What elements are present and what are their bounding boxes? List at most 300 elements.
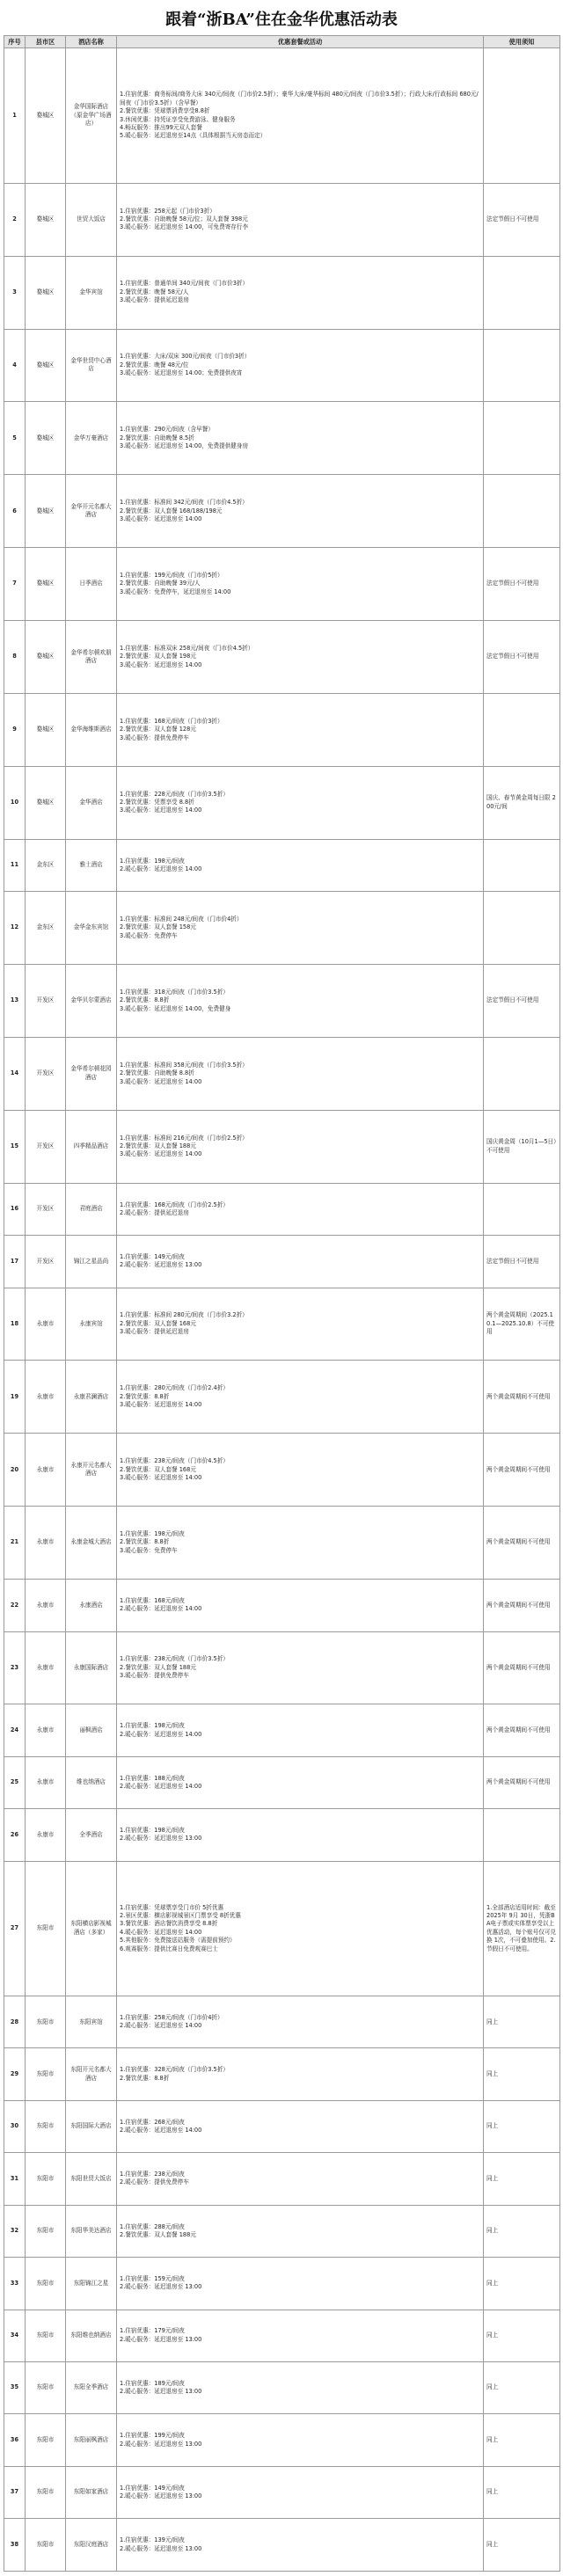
deal-line: 2.餐饮优惠：双人套餐 158元	[120, 923, 196, 931]
cell-note: 法定节假日不可使用	[484, 548, 560, 621]
cell-no: 14	[4, 1037, 26, 1110]
cell-note: 同上	[484, 1996, 560, 2048]
cell-hotel: 永康国际酒店	[66, 1631, 117, 1704]
table-row	[4, 2048, 560, 2100]
deal-line: 3.暖心服务：延迟退房至 14:00；免费提供夜宵	[120, 369, 243, 377]
deal-line: 1.住宿优惠：普通单间 340元/间夜（门市价3折）	[120, 280, 249, 288]
deal-line: 2.暖心服务：提供延迟退房	[120, 1208, 189, 1216]
cell-city: 永康市	[26, 1361, 66, 1434]
cell-city: 婺城区	[26, 621, 66, 694]
cell-city: 开发区	[26, 1236, 66, 1288]
cell-no: 6	[4, 475, 26, 548]
cell-city: 东阳市	[26, 1861, 66, 1996]
table-row	[4, 1183, 560, 1235]
cell-no: 12	[4, 892, 26, 965]
deal-line: 3.暖心服务：延迟退房至 14:00	[120, 514, 202, 522]
cell-deal	[117, 693, 484, 766]
cell-hotel: 金华海维斯酒店	[66, 693, 117, 766]
header-note: 使用须知	[484, 36, 560, 48]
deal-line: 1.住宿优惠：238元/间夜	[120, 2171, 185, 2178]
table-row	[4, 329, 560, 402]
cell-city: 东阳市	[26, 2466, 66, 2518]
deal-line: 2.暖心服务：延迟退房至 13:00	[120, 2335, 202, 2343]
cell-note: 同上	[484, 2519, 560, 2572]
cell-hotel: 金华希尔顿欢朋酒店	[66, 621, 117, 694]
cell-city: 婺城区	[26, 402, 66, 475]
cell-deal	[117, 1434, 484, 1507]
cell-hotel: 金华开元名都大酒店	[66, 475, 117, 548]
deal-line: 3.暖心服务：提供延迟退房	[120, 296, 189, 304]
deal-line: 3.暖心服务：提供免费停车	[120, 733, 189, 741]
table-row	[4, 1809, 560, 1861]
cell-no: 27	[4, 1861, 26, 1996]
cell-no: 30	[4, 2100, 26, 2152]
table-row	[4, 2414, 560, 2466]
cell-no: 25	[4, 1756, 26, 1808]
cell-hotel: 东阳全季酒店	[66, 2361, 117, 2413]
table-row	[4, 2361, 560, 2413]
cell-note: 同上	[484, 2100, 560, 2152]
cell-note	[484, 256, 560, 329]
cell-deal	[117, 2100, 484, 2152]
cell-deal	[117, 2519, 484, 2572]
cell-hotel: 永康开元名都大酒店	[66, 1434, 117, 1507]
cell-city: 东阳市	[26, 2258, 66, 2310]
cell-note: 法定节假日不可使用	[484, 1236, 560, 1288]
cell-no: 19	[4, 1361, 26, 1434]
deal-line: 2.餐饮优惠：双人套餐 168元	[120, 1319, 196, 1327]
table-row	[4, 1580, 560, 1631]
cell-city: 婺城区	[26, 256, 66, 329]
cell-hotel: 世贸大饭店	[66, 183, 117, 256]
cell-note	[484, 839, 560, 891]
cell-city: 永康市	[26, 1809, 66, 1861]
deal-line: 2.暖心服务：延迟退房至 14:00	[120, 865, 202, 872]
deal-line: 1.住宿优惠：标准间 248元/间夜（门市价4折）	[120, 915, 243, 923]
deal-line: 1.住宿优惠：168元/间夜（门市价3折）	[120, 717, 223, 725]
cell-no: 21	[4, 1507, 26, 1580]
table-row	[4, 1361, 560, 1434]
cell-city: 婺城区	[26, 183, 66, 256]
cell-city: 东阳市	[26, 1996, 66, 2048]
deal-line: 2.暖心服务：延迟退房至 14:00	[120, 1605, 202, 1613]
table-row	[4, 1507, 560, 1580]
cell-no: 18	[4, 1288, 26, 1361]
cell-note: 同上	[484, 2153, 560, 2205]
cell-note: 两个黄金周期间不可使用	[484, 1507, 560, 1580]
cell-no: 31	[4, 2153, 26, 2205]
table-row	[4, 2153, 560, 2205]
cell-note	[484, 1809, 560, 1861]
deal-line: 1.住宿优惠：商务标间/商务大床 340元/间夜（门市价2.5折）；豪华大床/豪华标间 480元/间夜（门市价3.5折）；行政大床/行政标间 680元/间夜（门市价3.5折）（含早餐）	[120, 91, 479, 106]
cell-deal	[117, 1110, 484, 1183]
cell-deal	[117, 1507, 484, 1580]
deal-line: 3.暖心服务：免费停车	[120, 1546, 178, 1554]
cell-note: 法定节假日不可使用	[484, 621, 560, 694]
deal-line: 1.住宿优惠：268元/间夜	[120, 2118, 185, 2126]
cell-deal	[117, 766, 484, 839]
cell-no: 38	[4, 2519, 26, 2572]
cell-city: 东阳市	[26, 2519, 66, 2572]
cell-city: 永康市	[26, 1580, 66, 1631]
header-hotel: 酒店名称	[66, 36, 117, 48]
cell-hotel: 东阳横店影视城酒店（多家）	[66, 1861, 117, 1996]
cell-city: 永康市	[26, 1434, 66, 1507]
deal-line: 2.餐饮优惠：双人套餐 198元	[120, 653, 196, 660]
deal-line: 4.畅玩服务：推出99元双人套餐	[120, 123, 202, 131]
deal-line: 2.暖心服务：延迟退房至 14:00	[120, 1783, 202, 1791]
cell-city: 金东区	[26, 839, 66, 891]
cell-deal	[117, 1183, 484, 1235]
cell-hotel: 金华金东宾馆	[66, 892, 117, 965]
deal-line: 2.餐饮优惠：双人套餐 188元	[120, 2230, 196, 2238]
cell-no: 3	[4, 256, 26, 329]
cell-no: 8	[4, 621, 26, 694]
cell-deal	[117, 329, 484, 402]
cell-note	[484, 693, 560, 766]
cell-city: 东阳市	[26, 2153, 66, 2205]
deal-line: 2.餐饮优惠：双人套餐 188元	[120, 1142, 196, 1150]
table-row	[4, 48, 560, 183]
cell-no: 1	[4, 48, 26, 183]
deal-line: 6.观赛服务：提供比赛日免费观赛巴士	[120, 1945, 218, 1952]
cell-deal	[117, 892, 484, 965]
deal-line: 1.住宿优惠：189元/间夜	[120, 2379, 185, 2387]
table-row	[4, 475, 560, 548]
table-row	[4, 548, 560, 621]
cell-deal	[117, 2466, 484, 2518]
cell-hotel: 永康金城大酒店	[66, 1507, 117, 1580]
cell-hotel: 金华酒店	[66, 766, 117, 839]
page-title: 跟着“浙BA”住在金华优惠活动表	[165, 11, 398, 29]
deal-line: 2.暖心服务：延迟退房至 13:00	[120, 2440, 202, 2448]
deal-line: 2.餐饮优惠：8.8折	[120, 996, 170, 1004]
cell-no: 4	[4, 329, 26, 402]
deal-line: 2.暖心服务：延迟退房至 13:00	[120, 1835, 202, 1843]
deal-line: 3.暖心服务：延迟退房至 14:00，可免费寄存行李	[120, 223, 249, 231]
cell-note: 同上	[484, 2205, 560, 2257]
cell-note	[484, 48, 560, 183]
cell-no: 22	[4, 1580, 26, 1631]
cell-deal	[117, 2153, 484, 2205]
cell-hotel: 永康宾馆	[66, 1288, 117, 1361]
deal-line: 2.餐饮优惠：双人套餐 168/188/198元	[120, 507, 223, 514]
table-row	[4, 1110, 560, 1183]
cell-hotel: 东阳锦江之星	[66, 2258, 117, 2310]
deal-line: 1.住宿优惠：168元/间夜	[120, 1596, 185, 1604]
cell-no: 29	[4, 2048, 26, 2100]
cell-no: 13	[4, 965, 26, 1038]
cell-city: 永康市	[26, 1507, 66, 1580]
deal-line: 2.餐饮优惠：晚餐 58元/人	[120, 288, 189, 296]
deal-line: 1.住宿优惠：168元/间夜（门市价2.5折）	[120, 1200, 229, 1208]
table-row	[4, 1037, 560, 1110]
deal-line: 3.暖心服务：延迟退房至 14:00	[120, 660, 202, 668]
cell-deal	[117, 1756, 484, 1808]
deal-line: 1.住宿优惠：159元/间夜	[120, 2274, 185, 2282]
deal-line: 3.暖心服务：免费停车，延迟退房至 14:00	[120, 587, 231, 595]
deal-line: 2.餐饮优惠：8.8折	[120, 2074, 170, 2082]
deal-line: 2.餐饮优惠：晚餐 48元/位	[120, 361, 189, 369]
table-row	[4, 1756, 560, 1808]
table-row	[4, 2466, 560, 2518]
cell-note: 两个黄金周期间不可使用	[484, 1361, 560, 1434]
deal-line: 1.住宿优惠：198元/间夜	[120, 1530, 185, 1538]
table-row	[4, 1288, 560, 1361]
cell-no: 34	[4, 2310, 26, 2361]
cell-note	[484, 402, 560, 475]
deal-line: 2.暖心服务：延迟退房至 13:00	[120, 2544, 202, 2552]
deal-line: 2.餐饮优惠：自助晚餐 8.8折	[120, 1069, 194, 1077]
cell-city: 婺城区	[26, 548, 66, 621]
deal-line: 5.暖心服务：延迟退房至14点（具体根据当天房态而定）	[120, 132, 267, 140]
cell-note: 同上	[484, 2414, 560, 2466]
cell-note	[484, 1037, 560, 1110]
cell-deal	[117, 48, 484, 183]
deal-line: 3.暖心服务：延迟退房至 14:00	[120, 1150, 202, 1158]
table-row	[4, 2205, 560, 2257]
cell-no: 7	[4, 548, 26, 621]
table-row	[4, 1704, 560, 1756]
cell-note: 两个黄金周期间不可使用	[484, 1580, 560, 1631]
cell-city: 开发区	[26, 1037, 66, 1110]
table-header-row	[4, 36, 560, 48]
cell-note: 两个黄金周期间不可使用	[484, 1434, 560, 1507]
deal-line: 1.住宿优惠：188元/间夜	[120, 1774, 185, 1782]
table-row	[4, 965, 560, 1038]
deal-line: 2.暖心服务：延迟退房至 13:00	[120, 2388, 202, 2396]
cell-deal	[117, 965, 484, 1038]
deal-line: 1.住宿优惠：198元/间夜	[120, 1827, 185, 1835]
cell-city: 开发区	[26, 1183, 66, 1235]
table-row	[4, 2519, 560, 2572]
table-row	[4, 621, 560, 694]
deal-line: 3.暖心服务：免费停车	[120, 931, 178, 939]
cell-note: 同上	[484, 2310, 560, 2361]
cell-note	[484, 892, 560, 965]
cell-note: 同上	[484, 2361, 560, 2413]
cell-deal	[117, 475, 484, 548]
cell-no: 23	[4, 1631, 26, 1704]
deal-line: 4.暖心服务：延迟退房至 14:00	[120, 1928, 202, 1936]
deal-line: 1.住宿优惠：288元/间夜	[120, 2222, 185, 2230]
deal-line: 2.餐饮优惠：双人套餐 168元	[120, 1465, 196, 1473]
cell-no: 20	[4, 1434, 26, 1507]
deal-line: 1.住宿优惠：179元/间夜	[120, 2327, 185, 2335]
cell-no: 32	[4, 2205, 26, 2257]
cell-note: 国庆、春节黄金周每日限 200元/间	[484, 766, 560, 839]
cell-deal	[117, 839, 484, 891]
cell-deal	[117, 1288, 484, 1361]
table-row	[4, 402, 560, 475]
cell-hotel: 金华宾馆	[66, 256, 117, 329]
cell-hotel: 永康君澜酒店	[66, 1361, 117, 1434]
deal-line: 2.餐饮优惠：自助晚餐 39元/人	[120, 580, 201, 587]
deal-line: 2.餐饮优惠：8.8折	[120, 1392, 170, 1400]
cell-city: 永康市	[26, 1704, 66, 1756]
cell-hotel: 金华万豪酒店	[66, 402, 117, 475]
cell-city: 开发区	[26, 1110, 66, 1183]
deal-line: 3.暖心服务：延迟退房至 14:00	[120, 1077, 202, 1085]
cell-deal	[117, 2414, 484, 2466]
cell-city: 开发区	[26, 965, 66, 1038]
cell-no: 16	[4, 1183, 26, 1235]
cell-deal	[117, 1037, 484, 1110]
table-row	[4, 1861, 560, 1996]
deal-line: 1.住宿优惠：149元/间夜	[120, 2484, 185, 2492]
cell-city: 婺城区	[26, 693, 66, 766]
cell-city: 永康市	[26, 1631, 66, 1704]
deal-line: 1.住宿优惠：198元/间夜	[120, 857, 185, 865]
deal-line: 1.住宿优惠：238元/间夜（门市价3.5折）	[120, 1655, 229, 1663]
header-city: 县市区	[26, 36, 66, 48]
cell-note: 1.全部酒店适用时间：截至 2025年 9月 30日，凭浙BA电子票或实体票享受以上优惠活动，每个账号仅可兑换 1次，不可叠加使用。2.节假日不可使用。	[484, 1861, 560, 1996]
cell-city: 东阳市	[26, 2414, 66, 2466]
cell-hotel: 东阳世贸大饭店	[66, 2153, 117, 2205]
deal-line: 1.住宿优惠：198元/间夜	[120, 1722, 185, 1730]
deal-line: 1.住宿优惠：139元/间夜	[120, 2536, 185, 2544]
cell-note: 两个黄金周期间不可使用	[484, 1704, 560, 1756]
cell-note	[484, 1183, 560, 1235]
deal-line: 1.住宿优惠：280元/间夜（门市价2.4折）	[120, 1384, 229, 1392]
cell-hotel: 东阳宾馆	[66, 1996, 117, 2048]
cell-hotel: 全季酒店	[66, 1809, 117, 1861]
cell-deal	[117, 1704, 484, 1756]
deal-line: 1.住宿优惠：凭球票享受门市价 5折优惠	[120, 1903, 224, 1911]
cell-note: 同上	[484, 2258, 560, 2310]
cell-no: 10	[4, 766, 26, 839]
cell-no: 11	[4, 839, 26, 891]
table-row	[4, 1631, 560, 1704]
cell-note: 两个黄金周期间不可使用	[484, 1631, 560, 1704]
cell-deal	[117, 2310, 484, 2361]
table-row	[4, 766, 560, 839]
deal-line: 1.住宿优惠：标准间 358元/间夜（门市价3.5折）	[120, 1061, 248, 1069]
cell-no: 33	[4, 2258, 26, 2310]
cell-no: 28	[4, 1996, 26, 2048]
cell-note: 同上	[484, 2048, 560, 2100]
cell-hotel: 金华贝尔蒙酒店	[66, 965, 117, 1038]
cell-deal	[117, 1580, 484, 1631]
deal-line: 2.暖心服务：延迟退房至 13:00	[120, 1261, 202, 1269]
cell-city: 东阳市	[26, 2048, 66, 2100]
table-row	[4, 183, 560, 256]
cell-city: 永康市	[26, 1756, 66, 1808]
deal-line: 2.餐饮优惠：双人套餐 188元	[120, 1663, 196, 1671]
cell-no: 35	[4, 2361, 26, 2413]
cell-deal	[117, 1631, 484, 1704]
table-row	[4, 693, 560, 766]
cell-deal	[117, 1361, 484, 1434]
cell-hotel: 东阳华美达酒店	[66, 2205, 117, 2257]
cell-hotel: 日季酒店	[66, 548, 117, 621]
cell-deal	[117, 256, 484, 329]
deal-line: 1.住宿优惠：199元/间夜（门市价5折）	[120, 572, 223, 579]
table-row	[4, 256, 560, 329]
cell-deal	[117, 2048, 484, 2100]
cell-city: 东阳市	[26, 2205, 66, 2257]
cell-note: 两个黄金周期间（2025.10.1—2025.10.8）不可使用	[484, 1288, 560, 1361]
cell-no: 17	[4, 1236, 26, 1288]
cell-city: 东阳市	[26, 2310, 66, 2361]
deal-line: 2.餐饮优惠：自助晚餐 58元/位；双人套餐 398元	[120, 215, 248, 223]
cell-city: 婺城区	[26, 475, 66, 548]
cell-hotel: 四季精品酒店	[66, 1110, 117, 1183]
deal-line: 1.住宿优惠：标准双床 258元/间夜（门市价4.5折）	[120, 644, 254, 652]
cell-no: 9	[4, 693, 26, 766]
cell-city: 东阳市	[26, 2100, 66, 2152]
cell-hotel: 东阳汉庭酒店	[66, 2519, 117, 2572]
table-row	[4, 2310, 560, 2361]
cell-no: 37	[4, 2466, 26, 2518]
deal-line: 2.景区优惠：横店影视城景区门票享受 8折优惠	[120, 1912, 241, 1920]
deal-line: 1.住宿优惠：238元/间夜（门市价4.5折）	[120, 1457, 229, 1465]
cell-no: 36	[4, 2414, 26, 2466]
cell-hotel: 金华世贸中心酒店	[66, 329, 117, 402]
cell-deal	[117, 2361, 484, 2413]
deal-line: 5.其他服务：免费接送站服务（需提前预约）	[120, 1937, 236, 1945]
deal-line: 3.暖心服务：延迟退房至 14:00	[120, 806, 202, 814]
table-body	[4, 48, 560, 2572]
cell-no: 5	[4, 402, 26, 475]
cell-hotel: 东阳丽枫酒店	[66, 2414, 117, 2466]
deal-line: 1.住宿优惠：199元/间夜	[120, 2432, 185, 2440]
cell-city: 金东区	[26, 892, 66, 965]
cell-deal	[117, 1861, 484, 1996]
deal-line: 2.暖心服务：延迟退房至 14:00	[120, 2022, 202, 2030]
cell-hotel: 东阳维也纳酒店	[66, 2310, 117, 2361]
deal-line: 2.餐饮优惠：自助晚餐 8.5折	[120, 434, 194, 441]
deal-line: 3.暖心服务：提供免费停车	[120, 1672, 189, 1680]
deal-line: 1.住宿优惠：标准间 216元/间夜（门市价2.5折）	[120, 1134, 248, 1142]
deal-line: 3.暖心服务：延迟退房至 14:00，免费健身	[120, 1004, 231, 1012]
cell-hotel: 金华希尔顿花园酒店	[66, 1037, 117, 1110]
cell-hotel: 君庭酒店	[66, 1183, 117, 1235]
deal-line: 2.暖心服务：提供免费停车	[120, 2178, 189, 2186]
deal-line: 2.餐饮优惠：双人套餐 128元	[120, 726, 196, 733]
cell-deal	[117, 183, 484, 256]
cell-note: 同上	[484, 2466, 560, 2518]
cell-city: 永康市	[26, 1288, 66, 1361]
cell-hotel: 金华国际酒店（原金华广场酒店）	[66, 48, 117, 183]
deal-line: 2.暖心服务：延迟退房至 14:00	[120, 1730, 202, 1738]
table-row	[4, 2258, 560, 2310]
cell-note: 两个黄金周期间不可使用	[484, 1756, 560, 1808]
cell-deal	[117, 1996, 484, 2048]
table-row	[4, 1996, 560, 2048]
deal-line: 3.餐饮优惠：酒店餐饮消费享受 8.8折	[120, 1920, 218, 1928]
deal-line: 1.住宿优惠：大床/双床 300元/间夜（门市价3折）	[120, 353, 251, 361]
cell-city: 婺城区	[26, 766, 66, 839]
cell-note	[484, 475, 560, 548]
cell-hotel: 维也纳酒店	[66, 1756, 117, 1808]
table-row	[4, 1236, 560, 1288]
cell-city: 婺城区	[26, 48, 66, 183]
deal-line: 3.暖心服务：延迟退房至 14:00	[120, 1401, 202, 1409]
deal-line: 1.住宿优惠：258元起（门市价3折）	[120, 207, 216, 215]
cell-deal	[117, 2205, 484, 2257]
cell-deal	[117, 548, 484, 621]
cell-deal	[117, 402, 484, 475]
deal-line: 2.暖心服务：延迟退房至 14:00	[120, 2127, 202, 2135]
cell-city: 东阳市	[26, 2361, 66, 2413]
deal-line: 1.住宿优惠：290元/间夜（含早餐）	[120, 426, 214, 434]
cell-hotel: 雅士酒店	[66, 839, 117, 891]
cell-deal	[117, 1809, 484, 1861]
cell-hotel: 东阳国际大酒店	[66, 2100, 117, 2152]
header-no: 序号	[4, 36, 26, 48]
deal-line: 1.住宿优惠：228元/间夜（门市价3.5折）	[120, 790, 229, 798]
